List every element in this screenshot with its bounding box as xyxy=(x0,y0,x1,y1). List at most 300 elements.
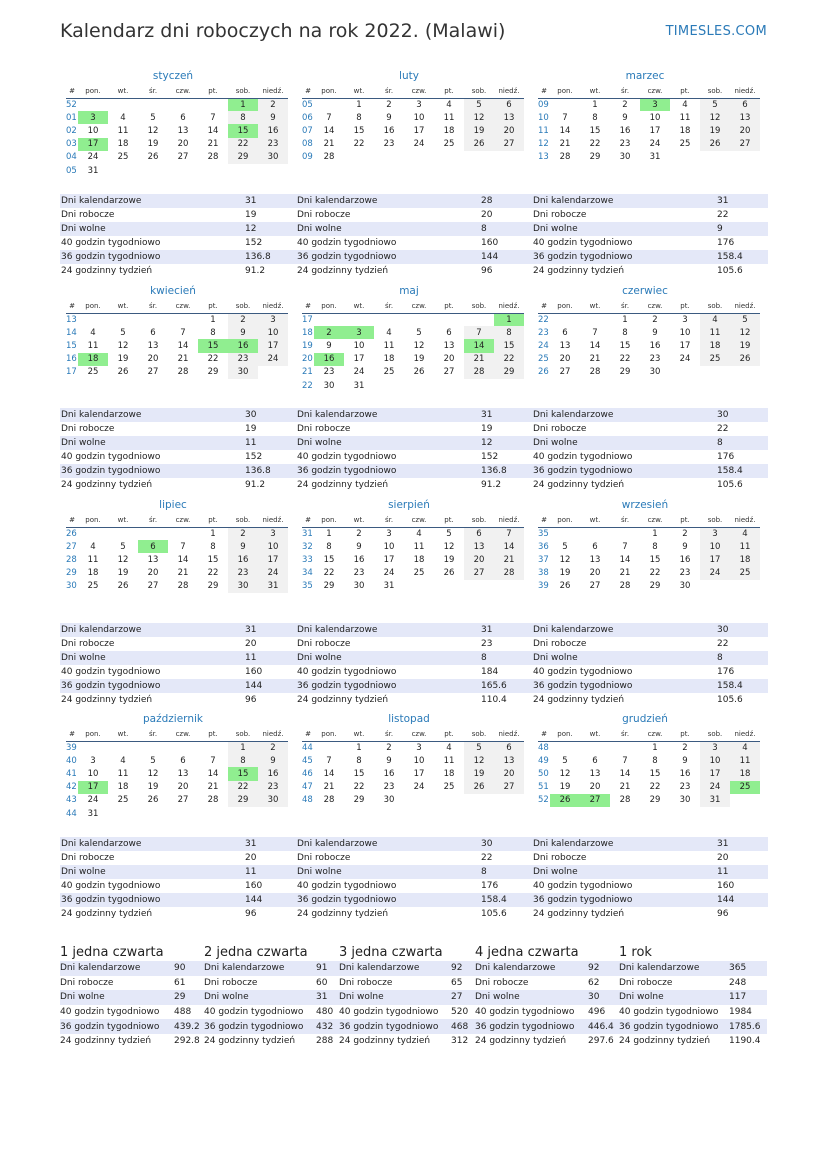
week-number: 22 xyxy=(302,380,313,391)
period-title: 4 jedna czwarta xyxy=(475,945,579,960)
stat-value: 96 xyxy=(717,909,729,919)
stats-row xyxy=(60,222,296,236)
stats-row xyxy=(60,208,296,222)
week-number: 26 xyxy=(66,528,77,539)
calendar-week-row xyxy=(538,353,760,366)
day-cell: 12 xyxy=(464,754,494,767)
day-cell: 19 xyxy=(559,568,571,579)
stat-label: 36 godzin tygodniowo xyxy=(297,252,397,262)
stat-label: 40 godzin tygodniowo xyxy=(61,667,161,677)
stat-value: 9 xyxy=(717,224,723,234)
stats-row xyxy=(296,222,532,236)
stats-row xyxy=(532,665,768,679)
stats-row xyxy=(60,422,296,436)
day-cell: 24 xyxy=(413,139,425,150)
day-cell: 14 xyxy=(464,339,494,352)
day-cell: 15 xyxy=(207,554,219,565)
stat-value: 105.6 xyxy=(717,266,743,276)
stat-value: 446.4 xyxy=(588,1021,614,1032)
week-number: 08 xyxy=(302,139,313,150)
day-cell: 27 xyxy=(147,581,159,592)
calendar-table xyxy=(538,513,760,593)
stat-label: Dni robocze xyxy=(297,639,351,649)
week-number: 29 xyxy=(66,568,77,579)
day-cell: 22 xyxy=(589,139,601,150)
day-cell: 23 xyxy=(619,139,631,150)
stat-value: 480 xyxy=(316,1007,334,1018)
calendar-week-row xyxy=(66,151,288,164)
calendar-week-row xyxy=(66,124,288,137)
stat-value: 30 xyxy=(245,410,257,420)
calendar-week-row xyxy=(538,553,760,566)
stats-row xyxy=(532,250,768,264)
calendar-week-row xyxy=(66,313,288,326)
day-cell: 20 xyxy=(177,782,189,793)
empty-day-cell xyxy=(610,527,640,540)
day-cell: 4 xyxy=(730,527,760,540)
stats-row xyxy=(532,837,768,851)
day-cell: 13 xyxy=(147,554,159,565)
day-cell: 16 xyxy=(314,353,344,366)
stat-value: 11 xyxy=(717,867,729,877)
stats-row xyxy=(204,1034,339,1049)
week-number: 17 xyxy=(302,314,313,325)
day-cell: 14 xyxy=(323,125,335,136)
calendar-week-row xyxy=(302,98,524,111)
day-cell: 17 xyxy=(679,340,691,351)
day-cell: 15 xyxy=(589,125,601,136)
day-cell: 24 xyxy=(87,152,99,163)
weekday-header: śr. xyxy=(620,729,630,738)
day-cell: 1 xyxy=(326,528,332,539)
day-cell: 30 xyxy=(228,580,258,593)
calendar-week-row xyxy=(538,326,760,339)
day-cell: 15 xyxy=(323,554,335,565)
week-number: 13 xyxy=(538,152,549,163)
day-cell: 23 xyxy=(649,354,661,365)
stat-value: 19 xyxy=(481,424,493,434)
weekday-header: pon. xyxy=(321,301,337,310)
stat-value: 136.8 xyxy=(245,252,271,262)
stat-value: 91.2 xyxy=(245,480,266,490)
month-name: sierpień xyxy=(388,499,430,511)
stat-value: 11 xyxy=(245,653,257,663)
empty-day-cell xyxy=(434,794,464,807)
empty-day-cell xyxy=(464,151,494,164)
calendar-table xyxy=(302,84,524,164)
day-cell: 25 xyxy=(443,139,455,150)
stat-label: Dni kalendarzowe xyxy=(61,625,142,635)
day-cell: 30 xyxy=(353,581,365,592)
empty-day-cell xyxy=(138,807,168,820)
day-cell: 6 xyxy=(494,98,524,111)
stats-row xyxy=(532,264,768,278)
week-number-header: # xyxy=(305,729,311,738)
stat-label: 36 godzin tygodniowo xyxy=(297,466,397,476)
day-cell: 3 xyxy=(386,528,392,539)
stat-value: 365 xyxy=(729,963,747,974)
stat-label: Dni kalendarzowe xyxy=(533,196,614,206)
week-number-header: # xyxy=(69,301,75,310)
stat-value: 20 xyxy=(245,639,257,649)
month-calendar xyxy=(60,497,286,593)
stat-value: 152 xyxy=(481,452,499,462)
month-name: kwiecień xyxy=(150,285,196,297)
stat-value: 22 xyxy=(717,424,729,434)
stat-label: Dni kalendarzowe xyxy=(339,963,420,974)
month-stats-table xyxy=(60,408,296,492)
calendar-week-row xyxy=(538,567,760,580)
day-cell: 5 xyxy=(120,327,126,338)
stat-value: 20 xyxy=(481,210,493,220)
stat-value: 160 xyxy=(481,238,499,248)
stat-value: 8 xyxy=(481,867,487,877)
week-number: 43 xyxy=(66,795,77,806)
calendar-week-row xyxy=(66,767,288,780)
stat-label: 36 godzin tygodniowo xyxy=(339,1021,439,1032)
calendar-week-row xyxy=(66,807,288,820)
stat-value: 176 xyxy=(717,667,735,677)
stat-label: Dni robocze xyxy=(533,853,587,863)
empty-day-cell xyxy=(374,313,404,326)
day-cell: 25 xyxy=(700,353,730,366)
calendar-week-row xyxy=(66,138,288,151)
day-cell: 2 xyxy=(228,313,258,326)
stats-row xyxy=(296,408,532,422)
day-cell: 14 xyxy=(177,554,189,565)
calendar-week-row xyxy=(302,794,524,807)
weekday-header: czw. xyxy=(411,515,427,524)
calendar-week-row xyxy=(66,553,288,566)
week-number: 22 xyxy=(538,314,549,325)
weekday-header: wt. xyxy=(353,301,365,310)
day-cell: 21 xyxy=(177,568,189,579)
day-cell: 5 xyxy=(446,528,452,539)
stat-label: 24 godzinny tydzień xyxy=(61,480,153,490)
empty-day-cell xyxy=(108,741,138,754)
day-cell: 24 xyxy=(258,567,288,580)
stats-row xyxy=(475,1019,618,1034)
day-cell: 19 xyxy=(147,139,159,150)
month-name: wrzesień xyxy=(621,499,669,511)
day-cell: 11 xyxy=(383,340,395,351)
stat-value: 176 xyxy=(481,881,499,891)
calendar-table xyxy=(302,727,524,807)
brand-logo-text[interactable]: TIMESLES.COM xyxy=(665,24,767,39)
day-cell: 13 xyxy=(177,768,189,779)
stat-value: 92 xyxy=(588,963,600,974)
stat-value: 22 xyxy=(717,639,729,649)
month-stats-table xyxy=(296,623,532,707)
calendar-week-row xyxy=(538,111,760,124)
calendar-week-row xyxy=(538,781,760,794)
stat-label: 40 godzin tygodniowo xyxy=(339,1007,439,1018)
stat-value: 117 xyxy=(729,992,747,1003)
day-cell: 8 xyxy=(652,541,658,552)
stat-label: Dni wolne xyxy=(339,992,384,1003)
month-stats-table xyxy=(532,408,768,492)
day-cell: 6 xyxy=(730,98,760,111)
day-cell: 13 xyxy=(464,540,494,553)
stat-label: 40 godzin tygodniowo xyxy=(533,452,633,462)
stat-label: 40 godzin tygodniowo xyxy=(61,238,161,248)
day-cell: 14 xyxy=(589,340,601,351)
day-cell: 20 xyxy=(730,124,760,137)
stats-row xyxy=(619,1005,767,1020)
stats-row xyxy=(532,623,768,637)
day-cell: 9 xyxy=(258,754,288,767)
day-cell: 10 xyxy=(383,541,395,552)
day-cell: 8 xyxy=(228,111,258,124)
weekday-header: śr. xyxy=(148,86,158,95)
day-cell: 21 xyxy=(619,568,631,579)
week-number: 28 xyxy=(66,554,77,565)
day-cell: 27 xyxy=(494,138,524,151)
stat-label: 40 godzin tygodniowo xyxy=(204,1007,304,1018)
day-cell: 13 xyxy=(730,111,760,124)
stat-label: 36 godzin tygodniowo xyxy=(533,895,633,905)
stat-value: 468 xyxy=(451,1021,469,1032)
day-cell: 8 xyxy=(210,327,216,338)
day-cell: 26 xyxy=(147,795,159,806)
weekday-header: czw. xyxy=(647,515,663,524)
empty-day-cell xyxy=(108,527,138,540)
calendar-week-row xyxy=(302,138,524,151)
day-cell: 20 xyxy=(147,354,159,365)
day-cell: 9 xyxy=(258,111,288,124)
day-cell: 11 xyxy=(413,541,425,552)
stats-row xyxy=(60,976,204,991)
stats-row xyxy=(296,893,532,907)
calendar-week-row xyxy=(302,366,524,379)
day-cell: 18 xyxy=(87,568,99,579)
weekday-header: wt. xyxy=(589,515,601,524)
day-cell: 30 xyxy=(258,151,288,164)
day-cell: 12 xyxy=(117,340,129,351)
stats-row xyxy=(204,961,339,976)
stat-value: 12 xyxy=(245,224,257,234)
week-number: 10 xyxy=(538,112,549,123)
week-number: 03 xyxy=(66,139,77,150)
stat-value: 30 xyxy=(588,992,600,1003)
calendar-week-row xyxy=(302,326,524,339)
calendar-week-row xyxy=(66,781,288,794)
day-cell: 26 xyxy=(464,138,494,151)
day-cell: 15 xyxy=(228,767,258,780)
day-cell: 15 xyxy=(619,340,631,351)
day-cell: 13 xyxy=(589,768,601,779)
stats-row xyxy=(532,408,768,422)
day-cell: 14 xyxy=(494,540,524,553)
day-cell: 9 xyxy=(326,340,332,351)
week-number-header: # xyxy=(305,301,311,310)
calendar-week-row xyxy=(538,754,760,767)
stats-row xyxy=(296,693,532,707)
period-title: 3 jedna czwarta xyxy=(339,945,443,960)
day-cell: 12 xyxy=(413,340,425,351)
empty-day-cell xyxy=(494,580,524,593)
stats-row xyxy=(204,990,339,1005)
stat-value: 19 xyxy=(245,210,257,220)
day-cell: 13 xyxy=(177,125,189,136)
stat-label: Dni robocze xyxy=(61,853,115,863)
stat-label: Dni wolne xyxy=(61,653,106,663)
empty-day-cell xyxy=(730,151,760,164)
day-cell: 10 xyxy=(700,540,730,553)
weekday-header: wt. xyxy=(353,515,365,524)
stat-label: 24 godzinny tydzień xyxy=(533,266,625,276)
day-cell: 28 xyxy=(177,581,189,592)
stats-row xyxy=(60,408,296,422)
day-cell: 17 xyxy=(258,553,288,566)
day-cell: 16 xyxy=(679,554,691,565)
page-title: Kalendarz dni roboczych na rok 2022. (Malawi) xyxy=(60,20,506,42)
stat-value: 136.8 xyxy=(245,466,271,476)
day-cell: 17 xyxy=(258,339,288,352)
weekday-header: czw. xyxy=(411,86,427,95)
day-cell: 2 xyxy=(622,99,628,110)
weekday-header: pt. xyxy=(444,515,454,524)
stats-row xyxy=(296,907,532,921)
day-cell: 4 xyxy=(682,99,688,110)
day-cell: 4 xyxy=(120,112,126,123)
day-cell: 11 xyxy=(117,768,129,779)
month-calendar xyxy=(296,283,522,392)
day-cell: 19 xyxy=(147,782,159,793)
calendar-week-row xyxy=(538,98,760,111)
day-cell: 17 xyxy=(413,125,425,136)
month-stats-table xyxy=(532,623,768,707)
stat-value: 144 xyxy=(245,895,263,905)
period-stats-table xyxy=(475,961,618,1049)
stats-row xyxy=(60,637,296,651)
day-cell: 26 xyxy=(700,138,730,151)
stats-row xyxy=(60,665,296,679)
day-cell: 1 xyxy=(356,742,362,753)
weekday-header: wt. xyxy=(589,301,601,310)
day-cell: 3 xyxy=(90,755,96,766)
stat-value: 22 xyxy=(481,853,493,863)
day-cell: 29 xyxy=(649,581,661,592)
stats-row xyxy=(296,837,532,851)
day-cell: 2 xyxy=(386,99,392,110)
stat-label: 40 godzin tygodniowo xyxy=(297,238,397,248)
stats-row xyxy=(60,679,296,693)
weekday-header: niedź. xyxy=(498,86,520,95)
stats-row xyxy=(296,679,532,693)
stats-row xyxy=(204,1019,339,1034)
stat-label: Dni wolne xyxy=(533,438,578,448)
day-cell: 7 xyxy=(464,326,494,339)
day-cell: 13 xyxy=(589,554,601,565)
empty-day-cell xyxy=(228,164,258,177)
empty-day-cell xyxy=(730,366,760,379)
stats-row xyxy=(532,851,768,865)
stat-value: 31 xyxy=(316,992,328,1003)
empty-day-cell xyxy=(550,741,580,754)
month-name: luty xyxy=(399,70,419,82)
day-cell: 29 xyxy=(207,581,219,592)
stats-row xyxy=(60,851,296,865)
month-name: grudzień xyxy=(622,713,668,725)
weekday-header: niedź. xyxy=(734,729,756,738)
day-cell: 10 xyxy=(353,340,365,351)
calendar-table xyxy=(66,299,288,379)
day-cell: 13 xyxy=(494,754,524,767)
stat-value: 61 xyxy=(174,977,186,988)
empty-day-cell xyxy=(168,313,198,326)
day-cell: 29 xyxy=(207,367,219,378)
day-cell: 29 xyxy=(589,152,601,163)
day-cell: 5 xyxy=(150,755,156,766)
stat-value: 31 xyxy=(245,839,257,849)
weekday-header: pon. xyxy=(85,301,101,310)
day-cell: 23 xyxy=(258,138,288,151)
stats-row xyxy=(296,623,532,637)
calendar-week-row xyxy=(538,313,760,326)
period-totals xyxy=(60,944,204,1049)
day-cell: 21 xyxy=(619,782,631,793)
week-number: 06 xyxy=(302,112,313,123)
day-cell: 11 xyxy=(730,540,760,553)
stat-value: 96 xyxy=(481,266,493,276)
day-cell: 27 xyxy=(580,794,610,807)
week-number: 35 xyxy=(302,581,313,592)
stat-value: 152 xyxy=(245,452,263,462)
empty-day-cell xyxy=(168,807,198,820)
stat-label: Dni kalendarzowe xyxy=(297,196,378,206)
empty-day-cell xyxy=(404,151,434,164)
day-cell: 3 xyxy=(416,99,422,110)
stats-row xyxy=(532,637,768,651)
weekday-header: pon. xyxy=(557,515,573,524)
empty-day-cell xyxy=(434,151,464,164)
stats-row xyxy=(475,961,618,976)
day-cell: 26 xyxy=(147,152,159,163)
day-cell: 26 xyxy=(559,581,571,592)
day-cell: 5 xyxy=(150,112,156,123)
stats-row xyxy=(339,961,475,976)
week-number: 23 xyxy=(538,327,549,338)
day-cell: 24 xyxy=(383,568,395,579)
weekday-header: pt. xyxy=(208,729,218,738)
empty-day-cell xyxy=(550,527,580,540)
calendar-week-row xyxy=(302,111,524,124)
stat-label: 40 godzin tygodniowo xyxy=(61,881,161,891)
week-number: 36 xyxy=(538,541,549,552)
stat-label: Dni kalendarzowe xyxy=(297,410,378,420)
week-number: 52 xyxy=(538,795,549,806)
day-cell: 28 xyxy=(464,366,494,379)
day-cell: 3 xyxy=(682,314,688,325)
week-number-header: # xyxy=(69,729,75,738)
calendar-week-row xyxy=(302,767,524,780)
day-cell: 7 xyxy=(210,112,216,123)
period-stats-table xyxy=(60,961,204,1049)
stats-row xyxy=(296,879,532,893)
empty-day-cell xyxy=(314,741,344,754)
day-cell: 5 xyxy=(120,541,126,552)
weekday-header: czw. xyxy=(411,301,427,310)
day-cell: 6 xyxy=(138,540,168,553)
day-cell: 29 xyxy=(353,795,365,806)
stat-label: Dni kalendarzowe xyxy=(61,839,142,849)
stat-label: 24 godzinny tydzień xyxy=(619,1036,711,1047)
day-cell: 7 xyxy=(210,755,216,766)
weekday-header: pon. xyxy=(321,86,337,95)
weekday-header: pt. xyxy=(208,515,218,524)
weekday-header: pt. xyxy=(444,729,454,738)
